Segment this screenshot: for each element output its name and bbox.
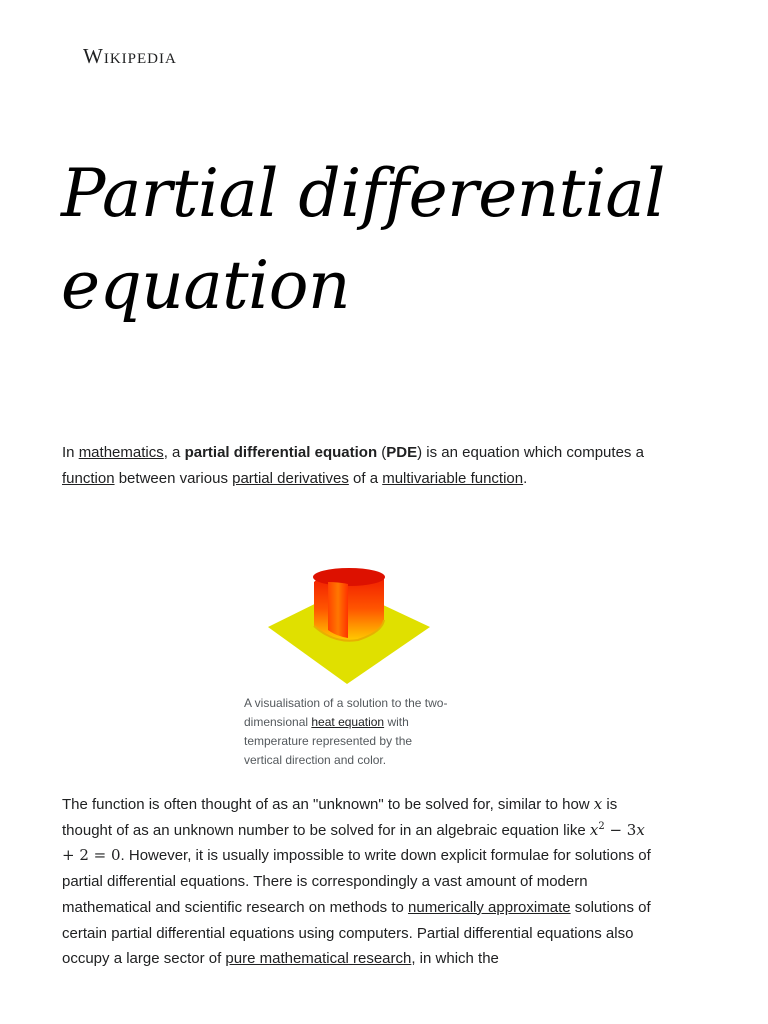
caption-text: A visualisation of a solution to the two-dimensional [244, 696, 448, 729]
math-expression: − 3 [604, 820, 637, 839]
caption-text: with temperature represented by the vertical direction and color. [244, 715, 413, 767]
intro-text: , a [163, 444, 185, 461]
cylinder-top [313, 568, 385, 586]
link-heat-equation[interactable]: heat equation [311, 715, 385, 729]
math-expression: + 2 = 0 [62, 846, 121, 865]
intro-text: of a [348, 469, 383, 487]
intro-text: In [62, 444, 79, 461]
math-variable: x [593, 795, 603, 813]
math-variable: x [636, 820, 645, 839]
cylinder-notch [328, 582, 348, 638]
intro-paragraph [62, 440, 652, 491]
heat-equation-figure[interactable] [244, 560, 444, 690]
page-title: Partial differential equation [61, 155, 665, 324]
heat-equation-image[interactable] [244, 560, 444, 690]
body-text: is thought of as an unknown number to be solved for in an algebraic equation like [62, 796, 618, 839]
link-numerically-approximate[interactable]: numerically approximate [408, 898, 571, 916]
intro-text: . [523, 469, 528, 487]
link-partial-derivatives[interactable]: partial derivatives [232, 469, 349, 487]
math-exponent: 2 [598, 820, 605, 832]
figure-caption [244, 694, 449, 770]
link-multivariable-function[interactable]: multivariable function [382, 469, 524, 487]
intro-text: ( [377, 444, 387, 461]
link-function[interactable]: function [62, 469, 115, 487]
body-text: The function is often thought of as an "unknown" to be solved for, similar to how [62, 796, 594, 813]
link-mathematics[interactable]: mathematics [78, 444, 164, 461]
intro-text: between various [114, 469, 233, 487]
body-text: . However, it is usually impossible to write down explicit formulae for solutions of partial differential equations. There is correspondingly a vast amount of modern mathematical and scientific research on methods to [62, 847, 651, 916]
intro-text: ) is an equation which computes a [417, 444, 644, 461]
body-text: solutions of certain partial differential equations using computers. Partial differential equations also occupy a large sector of [62, 898, 651, 968]
bold-term: partial differential equation [184, 444, 378, 461]
link-pure-mathematical-research[interactable]: pure mathematical research [225, 950, 412, 968]
math-variable: x [589, 820, 599, 839]
body-text: , in which the [411, 950, 499, 968]
body-paragraph [62, 792, 652, 972]
bold-abbr: PDE [386, 444, 418, 461]
wikipedia-logo[interactable]: Wikipedia [83, 44, 177, 68]
